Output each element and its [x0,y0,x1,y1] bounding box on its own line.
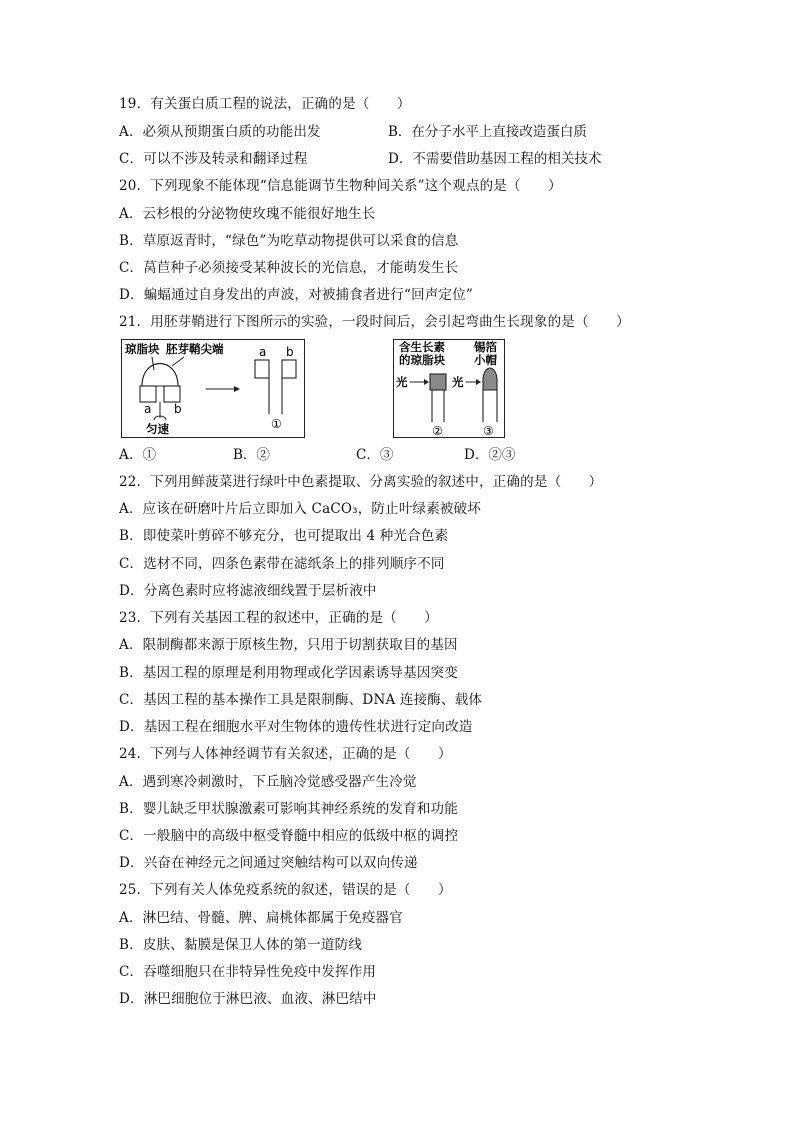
question-20-option-c: C．莴苣种子必须接受某种波长的光信息，才能萌发生长 [119,260,459,276]
foil-cap-icon [483,368,497,390]
question-19-option-d: D．不需要借助基因工程的相关技术 [388,151,602,167]
question-22-stem: 22．下列用鲜菠菜进行绿叶中色素提取、分离实验的叙述中，正确的是（ ） [119,474,603,490]
agar-block-label: 琼脂块 [125,342,160,356]
figure-number-3: ③ [483,424,494,437]
foil-cap-label-line2: 小帽 [474,353,497,367]
light-label-2: 光 [452,375,464,389]
question-21-option-a: A．① [119,447,157,463]
auxin-agar-block [430,374,446,390]
question-22-option-d: D．分离色素时应将滤液细线置于层析液中 [119,583,377,599]
question-23-option-a: A．限制酶都来源于原核生物，只用于切割获取目的基因 [119,637,458,653]
question-23-stem: 23．下列有关基因工程的叙述中，正确的是（ ） [119,610,438,626]
question-24-option-b: B．婴儿缺乏甲状腺激素可影响其神经系统的发育和功能 [119,801,458,817]
figure-2-drawing [394,340,504,437]
question-22-option-a: A．应该在研磨叶片后立即加入 CaCO₃，防止叶绿素被破坏 [119,501,482,517]
tip-pointer-line [172,357,184,366]
uniform-speed-label: 匀速 [146,422,169,436]
result-agar-b [282,360,296,378]
result-block-b-label: b [286,345,294,359]
question-23-option-d: D．基因工程在细胞水平对生物体的遗传性状进行定向改造 [119,719,473,735]
question-20-stem: 20．下列现象不能体现“信息能调节生物种间关系”这个观点的是（ ） [119,178,562,194]
light-label-1: 光 [396,375,408,389]
auxin-agar-label-line2: 的琼脂块 [399,353,445,367]
figure-2-3-light-experiment [393,339,505,438]
question-21-option-c: C．③ [356,447,394,463]
question-19-option-c: C．可以不涉及转录和翻译过程 [119,151,308,167]
auxin-agar-label-line1: 含生长素 [399,340,445,354]
question-25-option-a: A．淋巴结、骨髓、脾、扁桃体都属于免疫器官 [119,910,403,926]
question-22-option-c: C．选材不同，四条色素带在滤纸条上的排列顺序不同 [119,556,445,572]
question-23-option-b: B．基因工程的原理是利用物理或化学因素诱导基因突变 [119,665,458,681]
result-block-a-label: a [259,345,267,359]
figure-1-drawing [122,340,304,437]
block-a-label: a [144,402,152,416]
question-24-option-d: D．兴奋在神经元之间通过突触结构可以双向传递 [119,855,418,871]
question-24-option-c: C．一般脑中的高级中枢受脊髓中相应的低级中枢的调控 [119,828,459,844]
question-20-option-d: D．蝙蝠通过自身发出的声波，对被捕食者进行“回声定位” [119,287,474,303]
light-arrow-1-head-icon [424,379,429,385]
agar-block-a [140,386,156,402]
light-arrow-2-head-icon [476,379,481,385]
question-24-stem: 24．下列与人体神经调节有关叙述，正确的是（ ） [119,746,452,762]
figure-1-coleoptile-rotation [121,339,305,438]
arrow-head-icon [234,386,240,392]
agar-block-b [164,386,180,402]
figure-number-2: ② [432,424,443,437]
question-23-option-c: C．基因工程的基本操作工具是限制酶、DNA 连接酶、载体 [119,692,483,708]
figure-number-1: ① [271,417,282,431]
question-25-option-b: B．皮肤、黏膜是保卫人体的第一道防线 [119,937,363,953]
question-21-stem: 21．用胚芽鞘进行下图所示的实验，一段时间后，会引起弯曲生长现象的是（ ） [119,314,630,330]
question-20-option-b: B．草原返青时，“绿色”为吃草动物提供可以采食的信息 [119,233,459,249]
question-21-option-b: B．② [233,447,270,463]
question-19-option-a: A．必须从预期蛋白质的功能出发 [119,124,321,140]
question-19-stem: 19．有关蛋白质工程的说法，正确的是（ ） [119,96,411,112]
block-b-label: b [174,402,182,416]
question-25-option-d: D．淋巴细胞位于淋巴液、血液、淋巴结中 [119,991,377,1007]
question-22-option-b: B．即使菜叶剪碎不够充分，也可提取出 4 种光合色素 [119,528,449,544]
question-25-stem: 25．下列有关人体免疫系统的叙述，错误的是（ ） [119,882,452,898]
coleoptile-tip-label: 胚芽鞘尖端 [166,342,224,356]
coleoptile-tip-dome [142,364,178,387]
question-25-option-c: C．吞噬细胞只在非特异性免疫中发挥作用 [119,964,377,980]
result-agar-a [255,360,269,378]
question-21-option-d: D．②③ [464,447,516,463]
foil-cap-label-line1: 锡箔 [474,340,497,354]
question-24-option-a: A．遇到寒冷刺激时，下丘脑冷觉感受器产生冷觉 [119,774,417,790]
agar-pointer-line [152,357,154,370]
question-19-option-b: B．在分子水平上直接改造蛋白质 [388,124,587,140]
question-20-option-a: A．云杉根的分泌物使玫瑰不能很好地生长 [119,206,376,222]
